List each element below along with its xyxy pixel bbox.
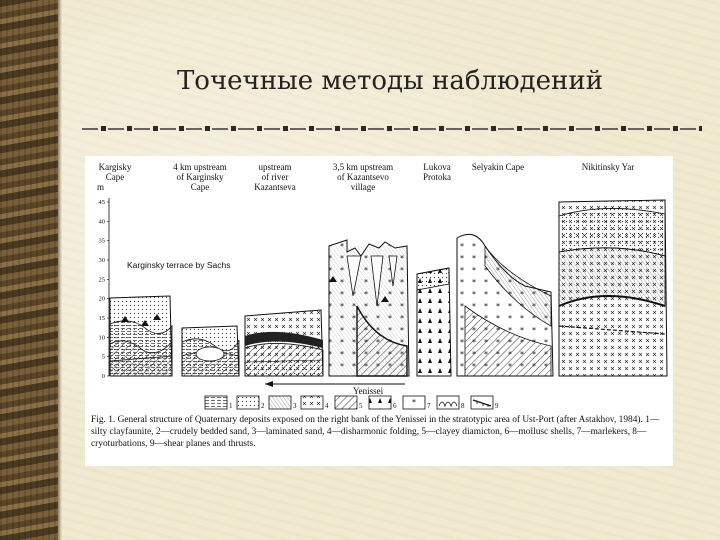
slide-title: Точечные методы наблюдений: [176, 66, 604, 96]
column-lukova: [417, 268, 451, 376]
stratigraphy-diagram: [85, 156, 673, 414]
legend-label-5: 5: [359, 402, 363, 410]
site-label-selyakin: Selyakin Cape: [471, 162, 525, 172]
rule-square: [413, 126, 418, 131]
legend-label-6: 6: [393, 402, 397, 410]
site-label-lukova: Lukova Protoka: [423, 162, 451, 182]
column-selyakin: [457, 234, 553, 376]
rule-square: [465, 126, 470, 131]
y-tick-label: 25: [98, 276, 105, 284]
rule-square: [205, 126, 210, 131]
terrace-label: Karginsky terrace by Sachs: [127, 260, 231, 270]
rule-square: [153, 126, 158, 131]
decorative-side-strip: [0, 0, 58, 540]
legend-label-1: 1: [229, 402, 233, 410]
rule-square: [127, 126, 132, 131]
rule-square: [387, 126, 392, 131]
column-kazantseva: [245, 310, 323, 376]
rule-square: [231, 126, 236, 131]
decorative-dash-rule: [82, 120, 702, 136]
legend-label-4: 4: [325, 402, 329, 410]
site-labels: [99, 162, 635, 192]
y-tick-label: 20: [98, 295, 105, 303]
rule-square: [257, 126, 262, 131]
rule-square: [621, 126, 626, 131]
y-tick-label: 5: [101, 353, 105, 361]
rule-square: [569, 126, 574, 131]
y-tick-label: 0: [101, 373, 105, 380]
legend-label-7: 7: [427, 402, 431, 410]
site-label-upstream4: 4 km upstream of Karginsky Cape: [173, 162, 227, 192]
y-tick-label: 30: [98, 257, 105, 264]
rule-square: [543, 126, 548, 131]
rule-square: [699, 126, 702, 131]
legend-swatch-3: [269, 396, 291, 409]
rule-square: [101, 126, 106, 131]
legend-label-2: 2: [261, 402, 265, 410]
y-tick-label: 15: [98, 315, 105, 322]
y-tick-label: 40: [98, 218, 105, 226]
legend-swatch-2: [237, 396, 259, 409]
legend-swatch-7: [403, 396, 425, 409]
y-tick-label: 35: [98, 237, 105, 245]
river-label: Yenissei: [353, 386, 384, 396]
rule-square: [361, 126, 366, 131]
figure-caption: Fig. 1. General structure of Quaternary deposits exposed on the right bank of the Yenissei in the stratotypic area of Ust-Port (after Astakhov, 1984). 1—silty clayfaunite, 2—crudely bedded sand, 3—laminated sand, 4—disharmonic folding, 5—clayey diamicton, 6—mollusc shells, 7—marlekers, 8—cryoturbations, 9—shear planes and thrusts.: [91, 415, 660, 450]
column-upstream4: [182, 326, 239, 376]
legend-label-3: 3: [293, 402, 297, 410]
rule-square: [517, 126, 522, 131]
legend-swatch-1: [205, 396, 227, 409]
y-axis-unit: m: [97, 182, 105, 192]
site-label-kazantseva: upstream of river Kazantseva: [254, 162, 296, 192]
y-tick-label: 10: [98, 334, 105, 342]
column-kargin: [110, 296, 172, 376]
rule-square: [309, 126, 314, 131]
site-label-kargin: Kargisky Cape: [98, 162, 132, 182]
site-label-kazantsevo: 3,5 km upstream of Kazantsevo village: [332, 162, 394, 192]
legend-swatch-4: [301, 396, 323, 409]
river-arrow: [265, 381, 405, 387]
rule-square: [283, 126, 288, 131]
rule-square: [491, 126, 496, 131]
side-strip-shadow: [58, 0, 62, 540]
legend: [205, 396, 499, 410]
rule-square: [439, 126, 444, 131]
column-nikitinsky: [559, 200, 667, 376]
legend-swatch-5: [335, 396, 357, 409]
legend-label-9: 9: [495, 402, 499, 410]
rule-square: [595, 126, 600, 131]
rule-square: [673, 126, 678, 131]
rule-square: [647, 126, 652, 131]
column-kazantsevo: [329, 240, 409, 376]
legend-label-8: 8: [461, 402, 465, 410]
legend-swatch-8: [437, 396, 459, 409]
y-axis-ticks: [99, 199, 110, 380]
y-tick-label: 45: [98, 199, 105, 206]
rule-square: [335, 126, 340, 131]
site-label-nikitinsky: Nikitinsky Yar: [581, 162, 635, 172]
legend-swatch-6: [369, 396, 391, 409]
stratigraphy-figure: [85, 156, 673, 466]
rule-square: [179, 126, 184, 131]
